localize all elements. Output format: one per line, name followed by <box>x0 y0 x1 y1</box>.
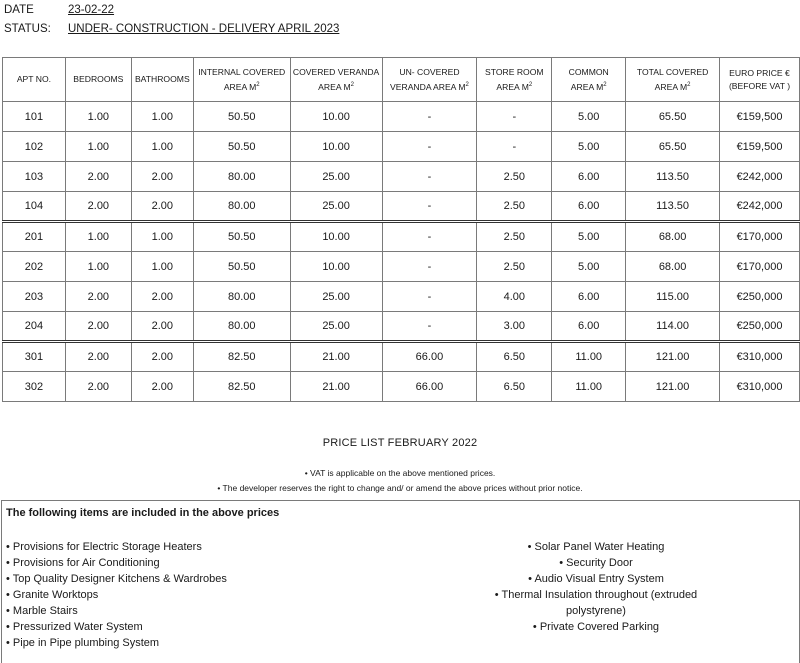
column-header <box>290 58 382 102</box>
table-body <box>3 102 800 402</box>
table-cell: 5.00 <box>552 102 626 132</box>
column-header-label: TOTAL COVERED <box>636 66 709 77</box>
table-row <box>3 222 800 252</box>
table-cell: 1.00 <box>65 132 131 162</box>
table-cell: 5.00 <box>552 222 626 252</box>
column-header-label: EURO PRICE € <box>729 67 790 78</box>
table-cell: 21.00 <box>290 342 382 372</box>
list-item: • Solar Panel Water Heating <box>527 541 665 553</box>
price-list-title: PRICE LIST FEBRUARY 2022 <box>322 437 478 449</box>
table-cell: 50.50 <box>193 222 290 252</box>
list-item: • Pipe in Pipe plumbing System <box>6 637 160 649</box>
table-cell: 102 <box>3 132 66 162</box>
table-cell: - <box>477 132 552 162</box>
table-cell: 2.00 <box>65 162 131 192</box>
table-cell: 1.00 <box>131 252 193 282</box>
table-cell: 113.50 <box>626 162 720 192</box>
table-cell: 25.00 <box>290 162 382 192</box>
table-row <box>3 372 800 402</box>
table-cell: 2.50 <box>477 252 552 282</box>
table-cell: 5.00 <box>552 132 626 162</box>
column-header-label: BATHROOMS <box>134 74 190 84</box>
table-cell: €242,000 <box>720 162 800 192</box>
column-header-label: INTERNAL COVERED <box>198 66 286 77</box>
column-header <box>131 58 193 102</box>
table-cell: €250,000 <box>720 282 800 312</box>
table-cell: 2.00 <box>131 282 193 312</box>
table-cell: 66.00 <box>382 342 477 372</box>
table-cell: - <box>382 132 477 162</box>
table-header-row <box>3 58 800 102</box>
table-cell: 121.00 <box>626 342 720 372</box>
table-cell: 6.50 <box>477 372 552 402</box>
included-heading: The following items are included in the above prices <box>6 507 280 519</box>
table-cell: 80.00 <box>193 192 290 222</box>
list-item: • Provisions for Electric Storage Heaters <box>6 541 202 553</box>
list-item: • Provisions for Air Conditioning <box>6 557 160 569</box>
table-cell: €159,500 <box>720 132 800 162</box>
table-cell: - <box>382 282 477 312</box>
table-cell: 1.00 <box>65 102 131 132</box>
table-row <box>3 312 800 342</box>
table-cell: - <box>382 222 477 252</box>
table-cell: 3.00 <box>477 312 552 342</box>
column-header <box>720 58 800 102</box>
table-cell: 4.00 <box>477 282 552 312</box>
column-header <box>626 58 720 102</box>
table-cell: 80.00 <box>193 162 290 192</box>
table-cell: 2.00 <box>65 192 131 222</box>
date-label: DATE <box>4 4 34 16</box>
column-header <box>552 58 626 102</box>
table-cell: €170,000 <box>720 252 800 282</box>
table-cell: 10.00 <box>290 102 382 132</box>
table-cell: 2.00 <box>131 312 193 342</box>
table-cell: 2.50 <box>477 192 552 222</box>
table-cell: 2.00 <box>131 162 193 192</box>
table-row <box>3 192 800 222</box>
included-items-box <box>1 500 800 663</box>
included-list-right <box>466 539 726 635</box>
table-cell: 65.50 <box>626 132 720 162</box>
table-cell: 11.00 <box>552 342 626 372</box>
table-cell: 101 <box>3 102 66 132</box>
table-cell: 104 <box>3 192 66 222</box>
column-header-unit: AREA M <box>223 81 257 92</box>
list-item: • Marble Stairs <box>6 605 78 617</box>
table-cell: 65.50 <box>626 102 720 132</box>
table-cell: 82.50 <box>193 342 290 372</box>
table-cell: 204 <box>3 312 66 342</box>
status-value: UNDER- CONSTRUCTION - DELIVERY APRIL 2023 <box>68 23 340 35</box>
column-header-label: COMMON <box>568 66 609 77</box>
table-cell: 203 <box>3 282 66 312</box>
table-cell: 201 <box>3 222 66 252</box>
date-value: 23-02-22 <box>68 4 115 16</box>
table-row <box>3 102 800 132</box>
table-cell: 103 <box>3 162 66 192</box>
table-cell: €242,000 <box>720 192 800 222</box>
table-cell: 82.50 <box>193 372 290 402</box>
table-row <box>3 282 800 312</box>
table-cell: €159,500 <box>720 102 800 132</box>
table-cell: 301 <box>3 342 66 372</box>
table-cell: €250,000 <box>720 312 800 342</box>
table-cell: 2.00 <box>65 372 131 402</box>
table-cell: 1.00 <box>131 102 193 132</box>
table-cell: 115.00 <box>626 282 720 312</box>
table-cell: 6.00 <box>552 312 626 342</box>
list-item: • Audio Visual Entry System <box>528 573 664 585</box>
table-cell: 68.00 <box>626 252 720 282</box>
column-header-superscript: 2 <box>256 81 260 88</box>
column-header-superscript: 2 <box>465 81 469 88</box>
table-cell: 10.00 <box>290 252 382 282</box>
table-cell: 6.00 <box>552 192 626 222</box>
table-cell: 50.50 <box>193 132 290 162</box>
included-list-left <box>6 539 227 651</box>
table-cell: 202 <box>3 252 66 282</box>
table-cell: 1.00 <box>131 132 193 162</box>
table-cell: 2.50 <box>477 222 552 252</box>
table-cell: 10.00 <box>290 132 382 162</box>
table-cell: 11.00 <box>552 372 626 402</box>
table-cell: 80.00 <box>193 312 290 342</box>
column-header <box>3 58 66 102</box>
table-cell: 2.00 <box>65 282 131 312</box>
column-header-label: UN- COVERED <box>399 66 460 77</box>
list-item: • Granite Worktops <box>6 589 99 601</box>
column-header-label: BEDROOMS <box>73 74 124 84</box>
price-table <box>2 57 800 402</box>
table-row <box>3 162 800 192</box>
table-row <box>3 132 800 162</box>
table-cell: - <box>382 102 477 132</box>
table-cell: - <box>477 102 552 132</box>
table-cell: 1.00 <box>65 252 131 282</box>
list-item: • Pressurized Water System <box>6 621 143 633</box>
table-cell: 2.00 <box>131 372 193 402</box>
table-cell: 25.00 <box>290 282 382 312</box>
table-cell: 113.50 <box>626 192 720 222</box>
table-cell: 2.00 <box>65 312 131 342</box>
table-cell: 2.00 <box>131 342 193 372</box>
column-header <box>477 58 552 102</box>
column-header <box>382 58 477 102</box>
list-item: • Thermal Insulation throughout (extruded polystyrene) <box>494 589 698 617</box>
table-cell: €310,000 <box>720 342 800 372</box>
table-cell: 121.00 <box>626 372 720 402</box>
column-header-superscript: 2 <box>687 81 691 88</box>
table-row <box>3 252 800 282</box>
status-row <box>4 23 339 35</box>
table-cell: 6.00 <box>552 162 626 192</box>
table-cell: 6.00 <box>552 282 626 312</box>
table-cell: 66.00 <box>382 372 477 402</box>
column-header-superscript: 2 <box>603 81 607 88</box>
table-cell: 68.00 <box>626 222 720 252</box>
table-cell: 2.50 <box>477 162 552 192</box>
table-cell: 21.00 <box>290 372 382 402</box>
list-item: • Security Door <box>559 557 633 569</box>
column-header-unit: (BEFORE VAT ) <box>728 80 791 91</box>
column-header-superscript: 2 <box>350 81 354 88</box>
table-cell: 5.00 <box>552 252 626 282</box>
table-cell: 25.00 <box>290 312 382 342</box>
table-cell: 114.00 <box>626 312 720 342</box>
table-cell: 25.00 <box>290 192 382 222</box>
table-cell: - <box>382 192 477 222</box>
table-cell: 80.00 <box>193 282 290 312</box>
column-header <box>193 58 290 102</box>
table-cell: 10.00 <box>290 222 382 252</box>
table-cell: 302 <box>3 372 66 402</box>
list-item: • Top Quality Designer Kitchens & Wardrobes <box>6 573 227 585</box>
column-header-label: STORE ROOM <box>485 66 544 77</box>
table-cell: - <box>382 162 477 192</box>
column-header-unit: AREA M <box>654 81 688 92</box>
table-cell: 1.00 <box>65 222 131 252</box>
table-cell: 2.00 <box>131 192 193 222</box>
vat-note: • VAT is applicable on the above mentioned prices. <box>304 468 496 478</box>
table-cell: €170,000 <box>720 222 800 252</box>
table-cell: - <box>382 252 477 282</box>
developer-note: • The developer reserves the right to change and/ or amend the above prices without prior notice. <box>217 483 583 493</box>
column-header <box>65 58 131 102</box>
column-header-unit: AREA M <box>496 81 529 92</box>
column-header-superscript: 2 <box>528 81 533 88</box>
table-cell: 50.50 <box>193 102 290 132</box>
table-cell: 2.00 <box>65 342 131 372</box>
table-cell: 1.00 <box>131 222 193 252</box>
table-cell: - <box>382 312 477 342</box>
status-label: STATUS: <box>4 23 51 35</box>
table-row <box>3 342 800 372</box>
column-header-unit: AREA M <box>318 81 351 92</box>
date-row <box>4 4 114 16</box>
column-header-unit: VERANDA AREA M <box>390 81 466 92</box>
table-cell: 50.50 <box>193 252 290 282</box>
column-header-label: COVERED VERANDA <box>292 66 380 77</box>
table-cell: €310,000 <box>720 372 800 402</box>
column-header-unit: AREA M <box>570 81 604 92</box>
table-cell: 6.50 <box>477 342 552 372</box>
list-item: • Private Covered Parking <box>532 621 660 633</box>
column-header-label: APT NO. <box>16 74 52 84</box>
